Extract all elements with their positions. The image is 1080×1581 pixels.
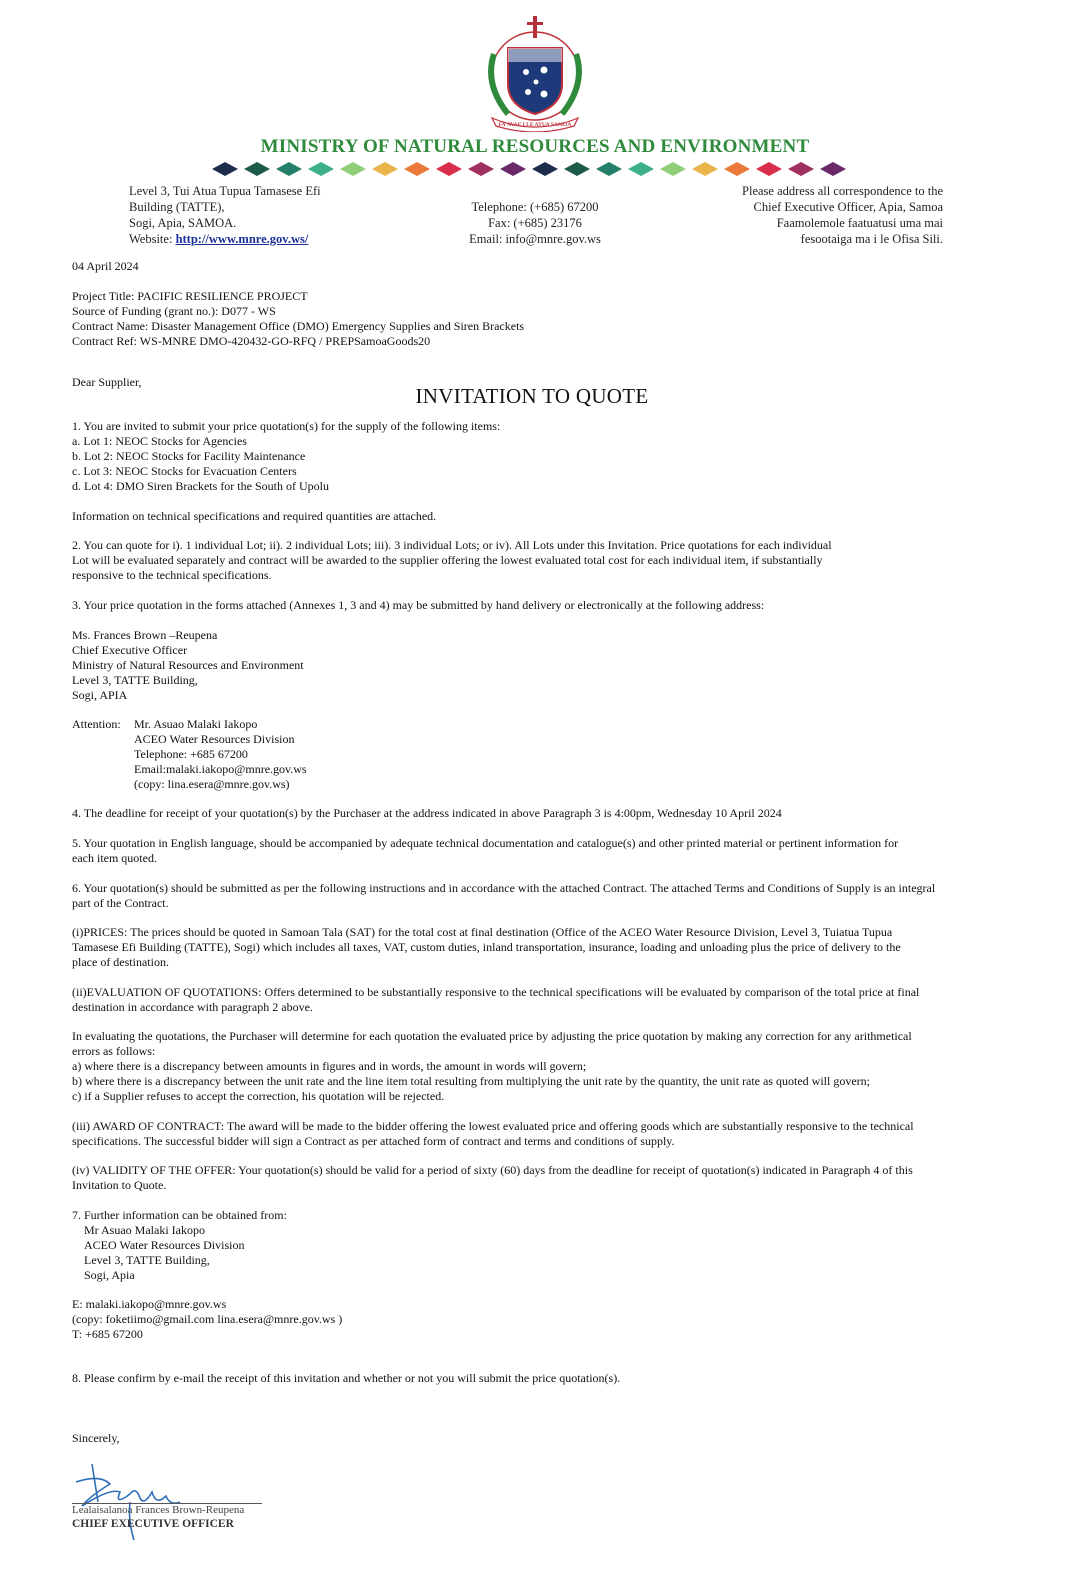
attention-label: Attention: [72,717,121,731]
text-line: place of destination. [72,955,169,969]
text-line: Mr Asuao Malaki Iakopo [84,1223,205,1237]
text-line: a. Lot 1: NEOC Stocks for Agencies [72,434,247,448]
diamond-icon [756,162,782,176]
text-line: b) where there is a discrepancy between the unit rate and the line item total resulting from multiplying the unit rate by the quantity, the unit rate as quoted will govern; [72,1074,870,1088]
text-line: responsive to the technical specifications. [72,568,272,582]
text-line: destination in accordance with paragraph 2 above. [72,1000,313,1014]
diamond-icon [788,162,814,176]
letter-date: 04 April 2024 [72,259,139,273]
diamond-icon [372,162,398,176]
correspondence-line: Please address all correspondence to the [742,184,943,198]
paragraph-8 [72,1371,620,1386]
diamond-icon [468,162,494,176]
text-line: 6. Your quotation(s) should be submitted as per the following instructions and in accordance with the attached Contract. The attached Terms and Conditions of Supply is an integral [72,881,936,895]
text-line: ACEO Water Resources Division [134,732,295,746]
text-line: 5. Your quotation in English language, should be accompanied by adequate technical documentation and catalogue(s) and other printed material or pertinent information for [72,836,899,850]
paragraph-3 [72,598,764,613]
contact-email-block [72,1297,342,1342]
closing: Sincerely, [72,1431,120,1445]
attention-contact [134,717,307,792]
text-line: each item quoted. [72,851,157,865]
letterhead-address [129,183,321,247]
address-line: Building (TATTE), [129,200,225,214]
text-line: Sogi, Apia [84,1268,135,1282]
text-line: Level 3, TATTE Building, [72,673,198,687]
text-line: (iv) VALIDITY OF THE OFFER: Your quotation(s) should be valid for a period of sixty (60) days from the deadline for receipt of quotation(s) indicated in Paragraph 4 of this [72,1163,913,1177]
text-line: c) if a Supplier refuses to accept the correction, his quotation will be rejected. [72,1089,445,1103]
decorative-diamond-row [212,162,846,176]
text-line: Contract Ref: WS-MNRE DMO-420432-GO-RFQ / PREPSamoaGoods20 [72,334,431,348]
salutation: Dear Supplier, [72,375,142,389]
paragraph-7-intro: 7. Further information can be obtained from: [72,1208,287,1222]
validity-clause [72,1163,913,1193]
text-line: 2. You can quote for i). 1 individual Lot; ii). 2 individual Lots; iii). 3 individual Lots; or iv). All Lots under this Invitation. Price quotations for each individual [72,538,832,552]
paragraph-6 [72,881,935,911]
diamond-icon [212,162,238,176]
text-line: (i)PRICES: The prices should be quoted in Samoan Tala (SAT) for the total cost at final destination (Office of the ACEO Water Resource Division, Level 3, Tuiatua Tupua [72,925,893,939]
evaluating-clause [72,1029,912,1104]
diamond-icon [564,162,590,176]
diamond-icon [244,162,270,176]
text-line: Ms. Frances Brown –Reupena [72,628,218,642]
signatory-name: Lealaisalanoa Frances Brown-Reupena [72,1504,245,1516]
text-line: Sogi, APIA [72,688,128,702]
document-title: INVITATION TO QUOTE [415,384,649,408]
text-line: (copy: foketiimo@gmail.com lina.esera@mnre.gov.ws ) [72,1312,343,1326]
submission-address [72,628,304,703]
text-line: b. Lot 2: NEOC Stocks for Facility Maintenance [72,449,306,463]
paragraph-7-contact [84,1223,244,1283]
text-line: d. Lot 4: DMO Siren Brackets for the South of Upolu [72,479,329,493]
website-label: Website: [129,232,176,246]
diamond-icon [660,162,686,176]
text-line: Mr. Asuao Malaki Iakopo [134,717,258,731]
text-line: Tamasese Efi Building (TATTE), Sogi) which includes all taxes, VAT, custom duties, inland transportation, insurance, loading and unloading plus the price of delivery to the [72,940,901,954]
diamond-icon [820,162,846,176]
letterhead-correspondence [742,183,943,247]
text-line: c. Lot 3: NEOC Stocks for Evacuation Centers [72,464,297,478]
paragraph-5 [72,836,898,866]
address-line: Sogi, Apia, SAMOA. [129,216,237,230]
text-line: E: malaki.iakopo@mnre.gov.ws [72,1297,227,1311]
text-line: Chief Executive Officer [72,643,188,657]
text-line: Ministry of Natural Resources and Environment [72,658,304,672]
correspondence-line: fesootaiga ma i le Ofisa Sili. [800,232,943,246]
text-line: Lot will be evaluated separately and contract will be awarded to the supplier offering the lowest evaluated total cost for each individual item, if substantially [72,553,823,567]
paragraph-1-lots [72,419,500,494]
text-line: Information on technical specifications and required quantities are attached. [72,509,437,523]
text-line: 8. Please confirm by e-mail the receipt of this invitation and whether or not you will submit the price quotation(s). [72,1371,621,1385]
diamond-icon [340,162,366,176]
signatory-position: CHIEF EXECUTIVE OFFICER [72,1518,234,1530]
diamond-icon [628,162,654,176]
text-line: Email:malaki.iakopo@mnre.gov.ws [134,762,307,776]
text-line: specifications. The successful bidder will sign a Contract as per attached form of contract and terms and conditions of supply. [72,1134,675,1148]
text-line: T: +685 67200 [72,1327,143,1341]
info-note [72,509,436,524]
text-line: ACEO Water Resources Division [84,1238,245,1252]
text-line: Invitation to Quote. [72,1178,167,1192]
diamond-icon [692,162,718,176]
text-line: Level 3, TATTE Building, [84,1253,210,1267]
email: Email: info@mnre.gov.ws [469,232,601,246]
correspondence-line: Faamolemole faatuatusi uma mai [776,216,943,230]
award-clause [72,1119,914,1149]
samoa-coat-of-arms-logo [478,14,592,132]
website-link[interactable]: http://www.mnre.gov.ws/ [175,232,309,246]
text-line: (ii)EVALUATION OF QUOTATIONS: Offers determined to be substantially responsive to the technical specifications will be evaluated by comparison of the total price at final [72,985,920,999]
text-line: In evaluating the quotations, the Purchaser will determine for each quotation the evaluated price by adjusting the price quotation by making any correction for any arithmetical [72,1029,912,1043]
text-line: (copy: lina.esera@mnre.gov.ws) [134,777,290,791]
paragraph-4-deadline [72,806,782,821]
text-line: (iii) AWARD OF CONTRACT: The award will be made to the bidder offering the lowest evaluated price and offering goods which are substantially responsive to the technical [72,1119,914,1133]
correspondence-line: Chief Executive Officer, Apia, Samoa [753,200,943,214]
diamond-icon [276,162,302,176]
text-line: 3. Your price quotation in the forms attached (Annexes 1, 3 and 4) may be submitted by hand delivery or electronically at the following address: [72,598,765,612]
project-details [72,289,524,349]
text-line: Contract Name: Disaster Management Office (DMO) Emergency Supplies and Siren Brackets [72,319,525,333]
text-line: errors as follows: [72,1044,156,1058]
text-line: Source of Funding (grant no.): D077 - WS [72,304,276,318]
fax: Fax: (+685) 23176 [488,216,582,230]
diamond-icon [596,162,622,176]
crest-motto: FA'AVAE I LE ATUA SAMOA [498,122,572,128]
ministry-name: MINISTRY OF NATURAL RESOURCES AND ENVIRONMENT [260,136,810,157]
text-line: part of the Contract. [72,896,169,910]
text-line: 4. The deadline for receipt of your quotation(s) by the Purchaser at the address indicated in above Paragraph 3 is 4:00pm, Wednesday 10 April 2024 [72,806,782,820]
evaluation-clause [72,985,919,1015]
diamond-icon [308,162,334,176]
prices-clause [72,925,901,970]
diamond-icon [532,162,558,176]
telephone: Telephone: (+685) 67200 [471,200,599,214]
diamond-icon [404,162,430,176]
letterhead-contact [435,199,635,247]
diamond-icon [500,162,526,176]
diamond-icon [724,162,750,176]
text-line: 1. You are invited to submit your price quotation(s) for the supply of the following items: [72,419,501,433]
text-line: a) where there is a discrepancy between amounts in figures and in words, the amount in words will govern; [72,1059,587,1073]
text-line: Project Title: PACIFIC RESILIENCE PROJECT [72,289,308,303]
paragraph-2 [72,538,832,583]
diamond-icon [436,162,462,176]
address-line: Level 3, Tui Atua Tupua Tamasese Efi [129,184,321,198]
text-line: Telephone: +685 67200 [134,747,248,761]
